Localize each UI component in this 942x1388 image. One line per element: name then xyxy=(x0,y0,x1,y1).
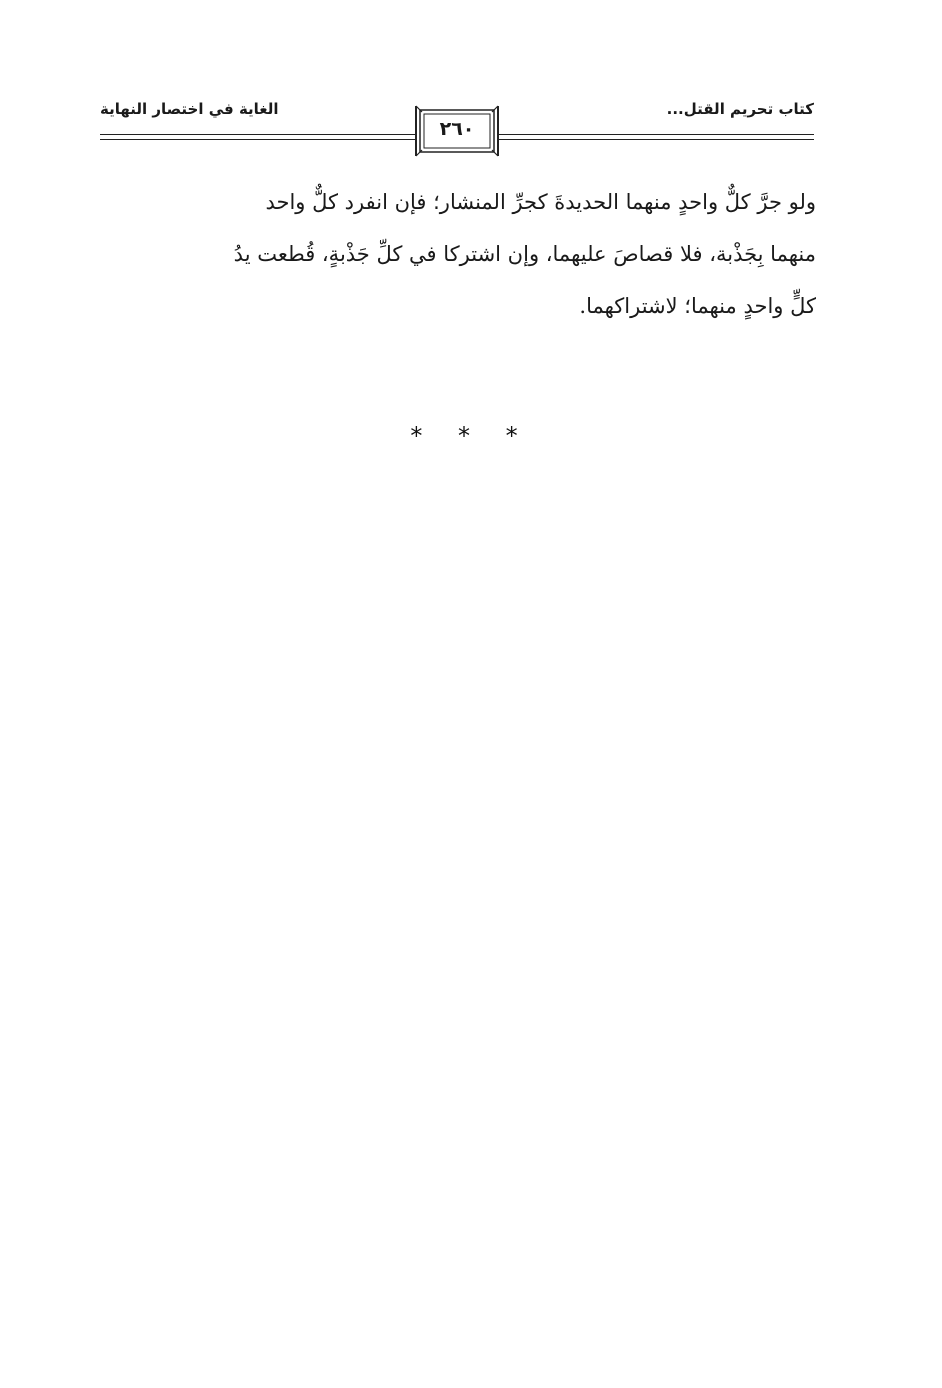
running-header-book-title: الغاية في اختصار النهاية xyxy=(100,100,279,118)
header-rule-left-bottom xyxy=(100,139,416,140)
text-line: ولو جرَّ كلٌّ واحدٍ منهما الحديدةَ كجرِّ المنشار؛ فإن انفرد كلٌّ واحد xyxy=(265,190,816,214)
text-line: كلٍّ واحدٍ منهما؛ لاشتراكهما. xyxy=(579,294,816,318)
page-number-frame xyxy=(414,104,500,158)
header-rule-right-bottom xyxy=(498,139,814,140)
header-rule-right-top xyxy=(498,134,814,135)
header-rule-left-top xyxy=(100,134,416,135)
page-number: ٢٦٠ xyxy=(439,118,475,140)
section-separator: * * * xyxy=(410,422,532,450)
body-paragraph xyxy=(100,176,816,332)
text-line: منهما بِجَذْبة، فلا قصاصَ عليهما، وإن اشتركا في كلِّ جَذْبةٍ، قُطعت يدُ xyxy=(233,242,816,266)
running-header-chapter: كتاب تحريم القتل... xyxy=(666,100,814,118)
